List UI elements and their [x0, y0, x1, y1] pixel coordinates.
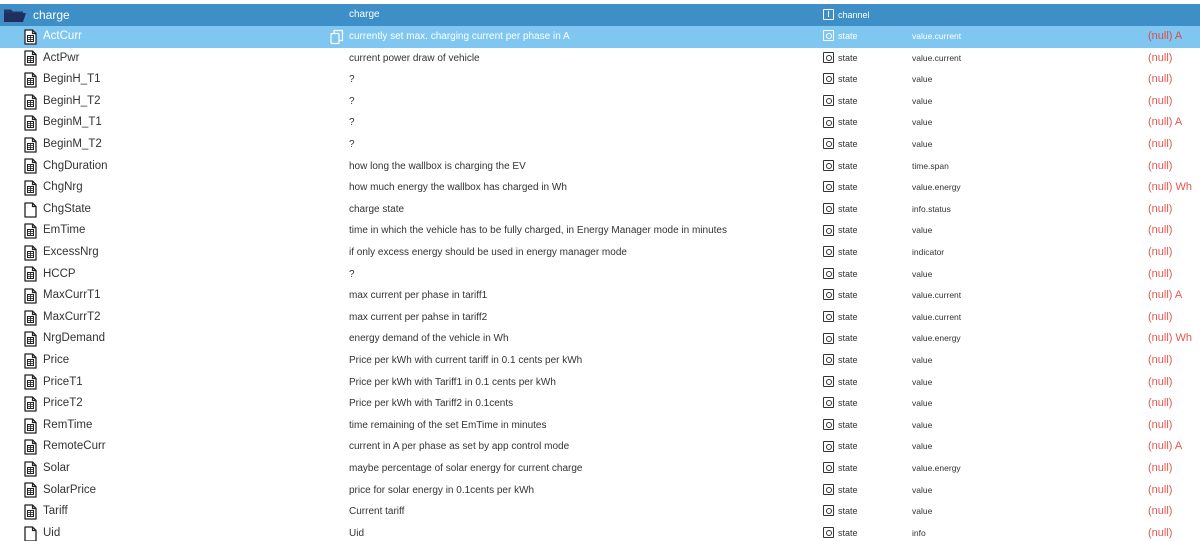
state-row[interactable] [0, 48, 1200, 70]
state-row[interactable] [0, 91, 1200, 113]
state-type-label: state [838, 225, 858, 236]
file-icon [24, 134, 40, 156]
state-icon [823, 354, 834, 365]
state-value[interactable]: (null) [1148, 483, 1173, 496]
state-row[interactable] [0, 501, 1200, 523]
state-type-label: state [838, 441, 858, 452]
state-role: value [912, 139, 933, 149]
state-name: Price [43, 354, 70, 366]
state-type [823, 220, 903, 242]
state-type-label: state [838, 139, 858, 149]
blank-file-icon [24, 199, 40, 221]
state-type-label: state [838, 268, 858, 279]
state-description: Price per kWh with Tariff2 in 0.1cents [349, 398, 514, 410]
state-role: value [912, 441, 933, 452]
state-name: ChgState [43, 202, 91, 215]
file-icon [24, 156, 40, 178]
state-type-label: state [838, 160, 858, 171]
file-icon [24, 177, 40, 199]
state-value[interactable]: (null) Wh [1148, 181, 1193, 194]
state-icon [823, 73, 834, 84]
state-role: indicator [912, 247, 945, 257]
state-name: Solar [43, 462, 70, 474]
state-row[interactable] [0, 69, 1200, 91]
state-description: ? [349, 95, 355, 107]
state-type-label: state [838, 355, 858, 365]
folder-description: charge [349, 9, 380, 20]
state-role: value.energy [912, 463, 961, 473]
state-role: value [912, 398, 933, 409]
state-description: currently set max. charging current per phase in A [349, 31, 570, 42]
state-row[interactable] [0, 112, 1200, 134]
state-value[interactable]: (null) [1148, 202, 1173, 215]
state-value[interactable]: (null) [1148, 159, 1173, 172]
state-icon [823, 419, 834, 430]
file-icon [24, 393, 40, 415]
state-icon [823, 441, 834, 452]
file-icon [24, 372, 40, 394]
state-value[interactable]: (null) [1148, 246, 1173, 258]
state-row[interactable] [0, 372, 1200, 394]
state-type [823, 199, 903, 221]
state-description: current in A per phase as set by app control mode [349, 441, 570, 453]
state-description: current power draw of vehicle [349, 52, 480, 64]
state-name: HCCP [43, 267, 76, 280]
state-icon [823, 160, 834, 171]
state-row[interactable] [0, 242, 1200, 264]
state-description: how long the wallbox is charging the EV [349, 160, 526, 172]
state-value[interactable]: (null) [1148, 94, 1173, 107]
state-value[interactable]: (null) A [1148, 289, 1183, 302]
state-icon [823, 268, 834, 279]
file-icon [24, 91, 40, 113]
state-role: value [912, 268, 933, 279]
state-icon [823, 246, 834, 257]
state-type [823, 350, 903, 372]
state-type [823, 264, 903, 286]
file-icon [24, 69, 40, 91]
state-row[interactable] [0, 134, 1200, 156]
state-row[interactable] [0, 523, 1200, 541]
state-type [823, 91, 903, 113]
file-icon [24, 501, 40, 523]
state-row[interactable] [0, 307, 1200, 329]
state-value[interactable]: (null) [1148, 73, 1173, 86]
state-value[interactable]: (null) A [1148, 116, 1183, 129]
state-name: ChgNrg [43, 181, 83, 194]
state-icon [823, 311, 834, 322]
state-role: value [912, 74, 933, 85]
state-name: PriceT2 [43, 397, 83, 410]
state-row[interactable] [0, 177, 1200, 199]
state-type-label: state [838, 333, 858, 344]
state-row[interactable] [0, 264, 1200, 286]
state-icon [823, 289, 834, 300]
state-type [823, 112, 903, 134]
state-name: Uid [43, 526, 61, 539]
state-role: value [912, 117, 933, 128]
state-type [823, 480, 903, 502]
state-value[interactable]: (null) [1148, 505, 1173, 518]
state-type [823, 242, 903, 264]
state-value[interactable]: (null) [1148, 51, 1173, 64]
state-icon [823, 376, 834, 387]
file-icon [24, 458, 40, 480]
state-row[interactable] [0, 220, 1200, 242]
state-row[interactable] [0, 436, 1200, 458]
state-name: ActPwr [43, 51, 80, 64]
state-role: value.energy [912, 182, 961, 193]
file-icon [24, 415, 40, 437]
state-value[interactable]: (null) [1148, 138, 1173, 150]
state-value[interactable]: (null) [1148, 375, 1173, 388]
state-type-label: state [838, 506, 858, 517]
state-value[interactable]: (null) [1148, 397, 1173, 410]
state-type-label: state [838, 376, 858, 387]
state-icon [823, 505, 834, 516]
state-type [823, 415, 903, 437]
state-type [823, 156, 903, 178]
state-value[interactable]: (null) [1148, 267, 1173, 280]
state-type [823, 285, 903, 307]
state-row[interactable] [0, 393, 1200, 415]
state-name: ChgDuration [43, 159, 108, 172]
state-name: BeginH_T1 [43, 73, 101, 86]
state-role: value [912, 95, 933, 106]
state-icon [823, 225, 834, 236]
file-icon [24, 220, 40, 242]
state-row[interactable] [0, 285, 1200, 307]
state-row[interactable] [0, 415, 1200, 437]
state-value[interactable]: (null) [1148, 354, 1173, 366]
state-description: ? [349, 268, 355, 280]
state-type [823, 69, 903, 91]
state-value[interactable]: (null) [1148, 526, 1173, 539]
state-row[interactable] [0, 458, 1200, 480]
channel-icon [823, 9, 834, 20]
state-role: value [912, 225, 933, 236]
state-icon [823, 484, 834, 495]
state-row[interactable] [0, 350, 1200, 372]
file-icon [24, 112, 40, 134]
state-value[interactable]: (null) A [1148, 440, 1183, 453]
state-role: info.status [912, 203, 951, 214]
state-type [823, 501, 903, 523]
state-icon [823, 138, 834, 149]
state-type [823, 26, 903, 48]
state-description: ? [349, 139, 355, 150]
state-description: maybe percentage of solar energy for current charge [349, 463, 583, 474]
state-type-label: state [838, 52, 858, 63]
state-description: how much energy the wallbox has charged in Wh [349, 182, 567, 194]
state-value[interactable]: (null) A [1148, 30, 1183, 42]
state-type-label: state [838, 247, 858, 257]
state-description: Uid [349, 527, 365, 539]
file-icon [24, 350, 40, 372]
state-icon [823, 117, 834, 128]
state-name: BeginM_T2 [43, 138, 102, 150]
state-row[interactable] [0, 328, 1200, 350]
file-icon [24, 242, 40, 264]
state-description: time in which the vehicle has to be fully charged, in Energy Manager mode in minutes [349, 225, 727, 237]
state-role: value.current [912, 52, 962, 63]
state-description: max current per phase in tariff1 [349, 290, 488, 302]
state-type [823, 328, 903, 350]
folder-type [823, 4, 903, 26]
state-value[interactable]: (null) [1148, 310, 1173, 323]
state-name: BeginM_T1 [43, 116, 102, 129]
state-role: time.span [912, 160, 949, 171]
state-type [823, 372, 903, 394]
state-value[interactable]: (null) [1148, 224, 1173, 237]
state-name: RemoteCurr [43, 440, 106, 453]
state-type-label: state [838, 398, 858, 409]
state-type [823, 48, 903, 70]
state-description: energy demand of the vehicle in Wh [349, 333, 509, 345]
folder-type-label: channel [838, 10, 870, 20]
state-icon [823, 95, 834, 106]
state-type [823, 134, 903, 156]
state-row[interactable] [0, 156, 1200, 178]
state-value[interactable]: (null) [1148, 462, 1173, 474]
state-description: price for solar energy in 0.1cents per kWh [349, 484, 535, 496]
state-role: value.energy [912, 333, 961, 344]
folder-name: charge [33, 8, 70, 22]
state-name: ExcessNrg [43, 246, 99, 258]
state-type-label: state [838, 527, 858, 538]
state-description: ? [349, 74, 355, 86]
state-icon [823, 462, 834, 473]
state-type-label: state [838, 182, 858, 193]
state-role: value [912, 419, 933, 430]
state-type-label: state [838, 290, 858, 301]
file-icon [24, 307, 40, 329]
state-description: if only excess energy should be used in energy manager mode [349, 247, 627, 258]
state-description: ? [349, 117, 355, 129]
state-description: charge state [349, 203, 405, 215]
state-icon [823, 527, 834, 538]
state-name: NrgDemand [43, 332, 105, 345]
state-name: PriceT1 [43, 375, 83, 388]
state-type [823, 436, 903, 458]
state-role: value.current [912, 290, 962, 301]
blank-file-icon [24, 523, 40, 541]
state-value[interactable]: (null) [1148, 418, 1173, 431]
state-type-label: state [838, 484, 858, 495]
state-type-label: state [838, 117, 858, 128]
state-type [823, 458, 903, 480]
state-type-label: state [838, 31, 858, 41]
copy-icon[interactable] [330, 29, 344, 44]
state-type [823, 393, 903, 415]
state-type [823, 177, 903, 199]
state-name: MaxCurrT1 [43, 289, 101, 302]
state-type-label: state [838, 203, 858, 214]
state-type-label: state [838, 311, 858, 322]
state-name: RemTime [43, 418, 93, 431]
file-icon [24, 436, 40, 458]
state-icon [823, 203, 834, 214]
file-icon [24, 285, 40, 307]
state-role: value [912, 376, 933, 387]
state-type-label: state [838, 463, 858, 473]
state-description: Price per kWh with current tariff in 0.1 cents per kWh [349, 355, 583, 366]
file-icon [24, 48, 40, 70]
file-icon [24, 328, 40, 350]
state-description: Price per kWh with Tariff1 in 0.1 cents per kWh [349, 376, 556, 388]
state-type-label: state [838, 74, 858, 85]
state-type [823, 307, 903, 329]
state-role: value [912, 484, 933, 495]
state-name: Tariff [43, 505, 68, 518]
state-name: ActCurr [43, 30, 82, 42]
file-icon [24, 26, 40, 48]
state-icon [823, 397, 834, 408]
state-icon [823, 333, 834, 344]
folder-row-charge[interactable] [0, 4, 1200, 26]
state-icon [823, 52, 834, 63]
state-type-label: state [838, 419, 858, 430]
state-role: value.current [912, 31, 962, 41]
file-icon [24, 264, 40, 286]
state-description: time remaining of the set EmTime in minutes [349, 419, 547, 431]
file-icon [24, 480, 40, 502]
state-name: EmTime [43, 224, 86, 237]
state-type [823, 523, 903, 541]
state-row[interactable] [0, 480, 1200, 502]
state-description: max current per pahse in tariff2 [349, 311, 488, 323]
state-icon [823, 181, 834, 192]
state-type-label: state [838, 95, 858, 106]
state-row[interactable] [0, 26, 1200, 48]
state-icon [823, 30, 834, 41]
state-role: info [912, 527, 926, 538]
state-role: value [912, 355, 933, 365]
state-name: BeginH_T2 [43, 94, 101, 107]
state-role: value.current [912, 311, 962, 322]
state-name: MaxCurrT2 [43, 310, 101, 323]
open-folder-icon[interactable] [3, 4, 29, 26]
state-role: value [912, 506, 933, 517]
state-name: SolarPrice [43, 483, 97, 496]
state-row[interactable] [0, 199, 1200, 221]
state-description: Current tariff [349, 506, 405, 518]
state-value[interactable]: (null) Wh [1148, 332, 1193, 345]
